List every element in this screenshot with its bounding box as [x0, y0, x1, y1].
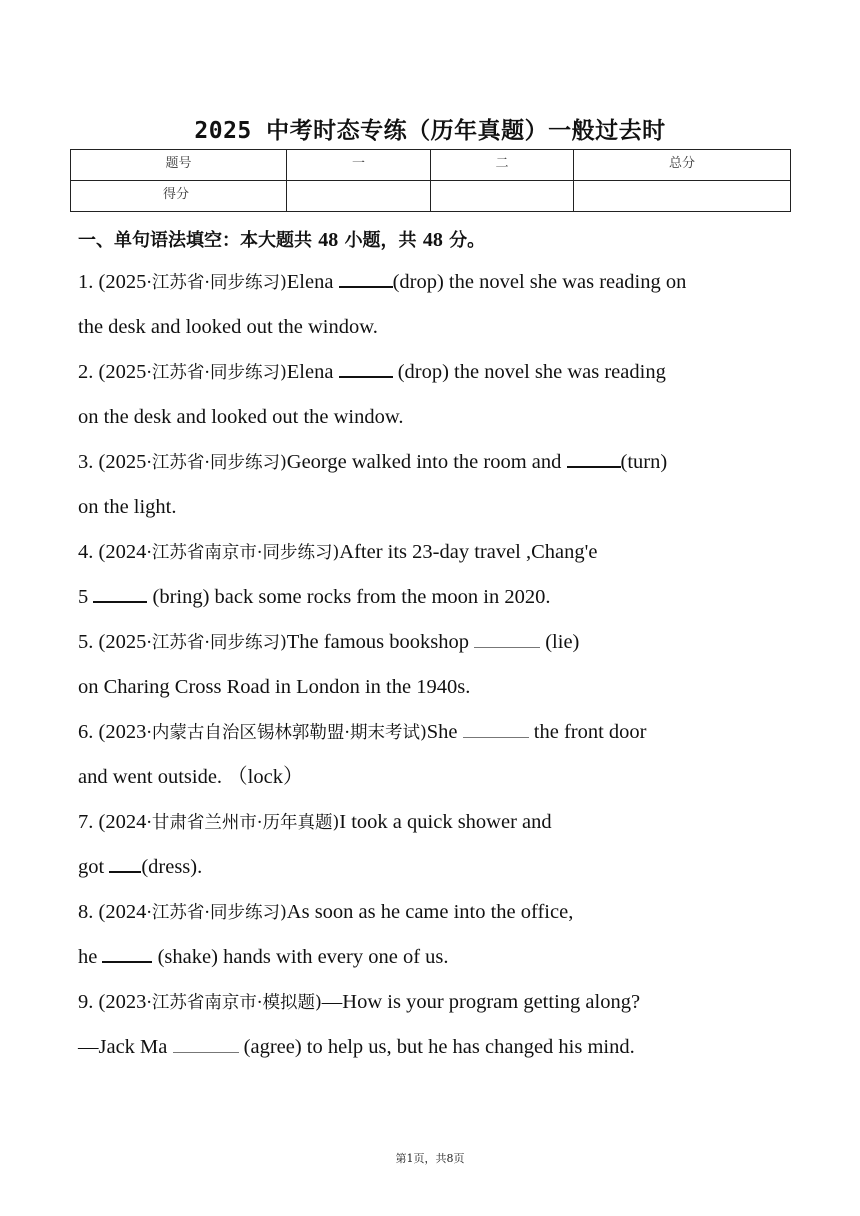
section-prefix: 一、单句语法填空：本大题共 — [78, 230, 312, 251]
question-7-line-2 — [78, 847, 798, 892]
question-source: ·内蒙古自治区锡林郭勒盟·期末考试) — [146, 723, 427, 743]
footer-suffix: 页 — [453, 1152, 465, 1165]
score-table-score-row — [71, 181, 791, 212]
score-cell-part-one — [287, 181, 431, 212]
header-question-number: 题号 — [71, 150, 287, 181]
score-cell-part-two — [431, 181, 574, 212]
score-table-header-row — [71, 150, 791, 181]
question-year: 2024 — [105, 811, 147, 833]
question-year: 2025 — [105, 631, 147, 653]
question-8-line-1 — [78, 892, 798, 937]
header-part-two: 二 — [431, 150, 574, 181]
question-number: 8. ( — [78, 901, 106, 923]
section-suffix: 分。 — [449, 230, 486, 251]
header-part-one: 一 — [287, 150, 431, 181]
question-text: (turn) — [620, 451, 668, 473]
question-text: As soon as he came into the office, — [286, 901, 574, 923]
question-year: 2025 — [105, 451, 147, 473]
answer-blank[interactable] — [474, 631, 540, 648]
question-text: (shake) hands with every one of us. — [152, 946, 449, 968]
question-text: 5 — [78, 586, 94, 608]
answer-blank[interactable] — [339, 360, 393, 378]
question-text: Elena — [286, 271, 339, 293]
question-text: (drop) the novel she was reading — [392, 361, 666, 383]
question-number: 6. ( — [78, 721, 106, 743]
question-text: got — [78, 856, 110, 878]
question-text: —Jack Ma — [78, 1036, 173, 1058]
question-7-line-1 — [78, 802, 798, 847]
score-cell-total — [574, 181, 791, 212]
question-4-line-1 — [78, 532, 798, 577]
question-text: I took a quick shower and — [339, 811, 552, 833]
question-source: ·江苏省·同步练习) — [146, 633, 287, 653]
answer-blank[interactable] — [93, 585, 147, 603]
score-table — [70, 149, 791, 212]
answer-blank[interactable] — [567, 450, 621, 468]
question-text: (dress). — [141, 856, 203, 878]
question-3-line-2 — [78, 487, 798, 532]
question-year: 2025 — [105, 361, 147, 383]
question-number: 9. ( — [78, 991, 106, 1013]
footer-page-number: 1 — [406, 1152, 414, 1165]
question-text: (bring) back some rocks from the moon in 2020. — [147, 586, 551, 608]
question-number: 1. ( — [78, 271, 106, 293]
question-text: After its 23-day travel ,Chang'e — [339, 541, 598, 563]
question-text: on the desk and looked out the window. — [78, 406, 404, 428]
section-points: 48 — [422, 229, 443, 251]
question-number: 5. ( — [78, 631, 106, 653]
question-source: ·江苏省南京市·同步练习) — [146, 543, 340, 563]
answer-blank[interactable] — [109, 855, 141, 873]
question-9-line-1 — [78, 982, 798, 1027]
question-5-line-2 — [78, 667, 798, 712]
question-6-line-2 — [78, 757, 798, 802]
question-text: Elena — [286, 361, 339, 383]
question-source: ·江苏省·同步练习) — [146, 903, 287, 923]
answer-blank[interactable] — [173, 1036, 239, 1053]
page-footer — [0, 1150, 860, 1166]
question-year: 2023 — [105, 721, 147, 743]
answer-blank[interactable] — [339, 270, 393, 288]
question-4-line-2 — [78, 577, 798, 622]
question-text: on Charing Cross Road in London in the 1940s. — [78, 676, 471, 698]
question-text: George walked into the room and — [286, 451, 567, 473]
question-number: 7. ( — [78, 811, 106, 833]
footer-middle: 页，共 — [413, 1152, 447, 1165]
question-text: and went outside. （lock） — [78, 766, 304, 788]
question-year: 2024 — [105, 541, 147, 563]
question-number: 4. ( — [78, 541, 106, 563]
question-3-line-1 — [78, 442, 798, 487]
question-5-line-1 — [78, 622, 798, 667]
footer-prefix: 第 — [395, 1152, 407, 1165]
question-source: ·甘肃省兰州市·历年真题) — [146, 813, 340, 833]
question-2-line-2 — [78, 397, 798, 442]
question-source: ·江苏省·同步练习) — [146, 363, 287, 383]
question-text: the desk and looked out the window. — [78, 316, 378, 338]
question-text: on the light. — [78, 496, 177, 518]
question-text: he — [78, 946, 103, 968]
footer-total-pages: 8 — [446, 1152, 454, 1165]
question-year: 2023 — [105, 991, 147, 1013]
question-text: (lie) — [540, 631, 580, 653]
question-list — [78, 262, 798, 1072]
question-2-line-1 — [78, 352, 798, 397]
question-1-line-2 — [78, 307, 798, 352]
question-text: The famous bookshop — [286, 631, 475, 653]
question-number: 2. ( — [78, 361, 106, 383]
row-label-score: 得分 — [71, 181, 287, 212]
question-source: ·江苏省·同步练习) — [146, 273, 287, 293]
question-1-line-1 — [78, 262, 798, 307]
section-count: 48 — [318, 229, 339, 251]
header-total: 总分 — [574, 150, 791, 181]
question-year: 2025 — [105, 271, 147, 293]
question-source: ·江苏省南京市·模拟题) — [146, 993, 322, 1013]
question-text: (drop) the novel she was reading on — [392, 271, 687, 293]
document-title: 2025 中考时态专练（历年真题）一般过去时 — [194, 118, 666, 144]
question-source: ·江苏省·同步练习) — [146, 453, 287, 473]
question-8-line-2 — [78, 937, 798, 982]
question-9-line-2 — [78, 1027, 798, 1072]
question-text: (agree) to help us, but he has changed his mind. — [238, 1036, 635, 1058]
answer-blank[interactable] — [463, 721, 529, 738]
question-number: 3. ( — [78, 451, 106, 473]
question-text: —How is your program getting along? — [321, 991, 641, 1013]
question-text: She — [426, 721, 463, 743]
question-6-line-1 — [78, 712, 798, 757]
answer-blank[interactable] — [102, 945, 152, 963]
section-heading — [78, 226, 485, 252]
question-year: 2024 — [105, 901, 147, 923]
section-middle: 小题，共 — [344, 230, 417, 251]
question-text: the front door — [528, 721, 647, 743]
